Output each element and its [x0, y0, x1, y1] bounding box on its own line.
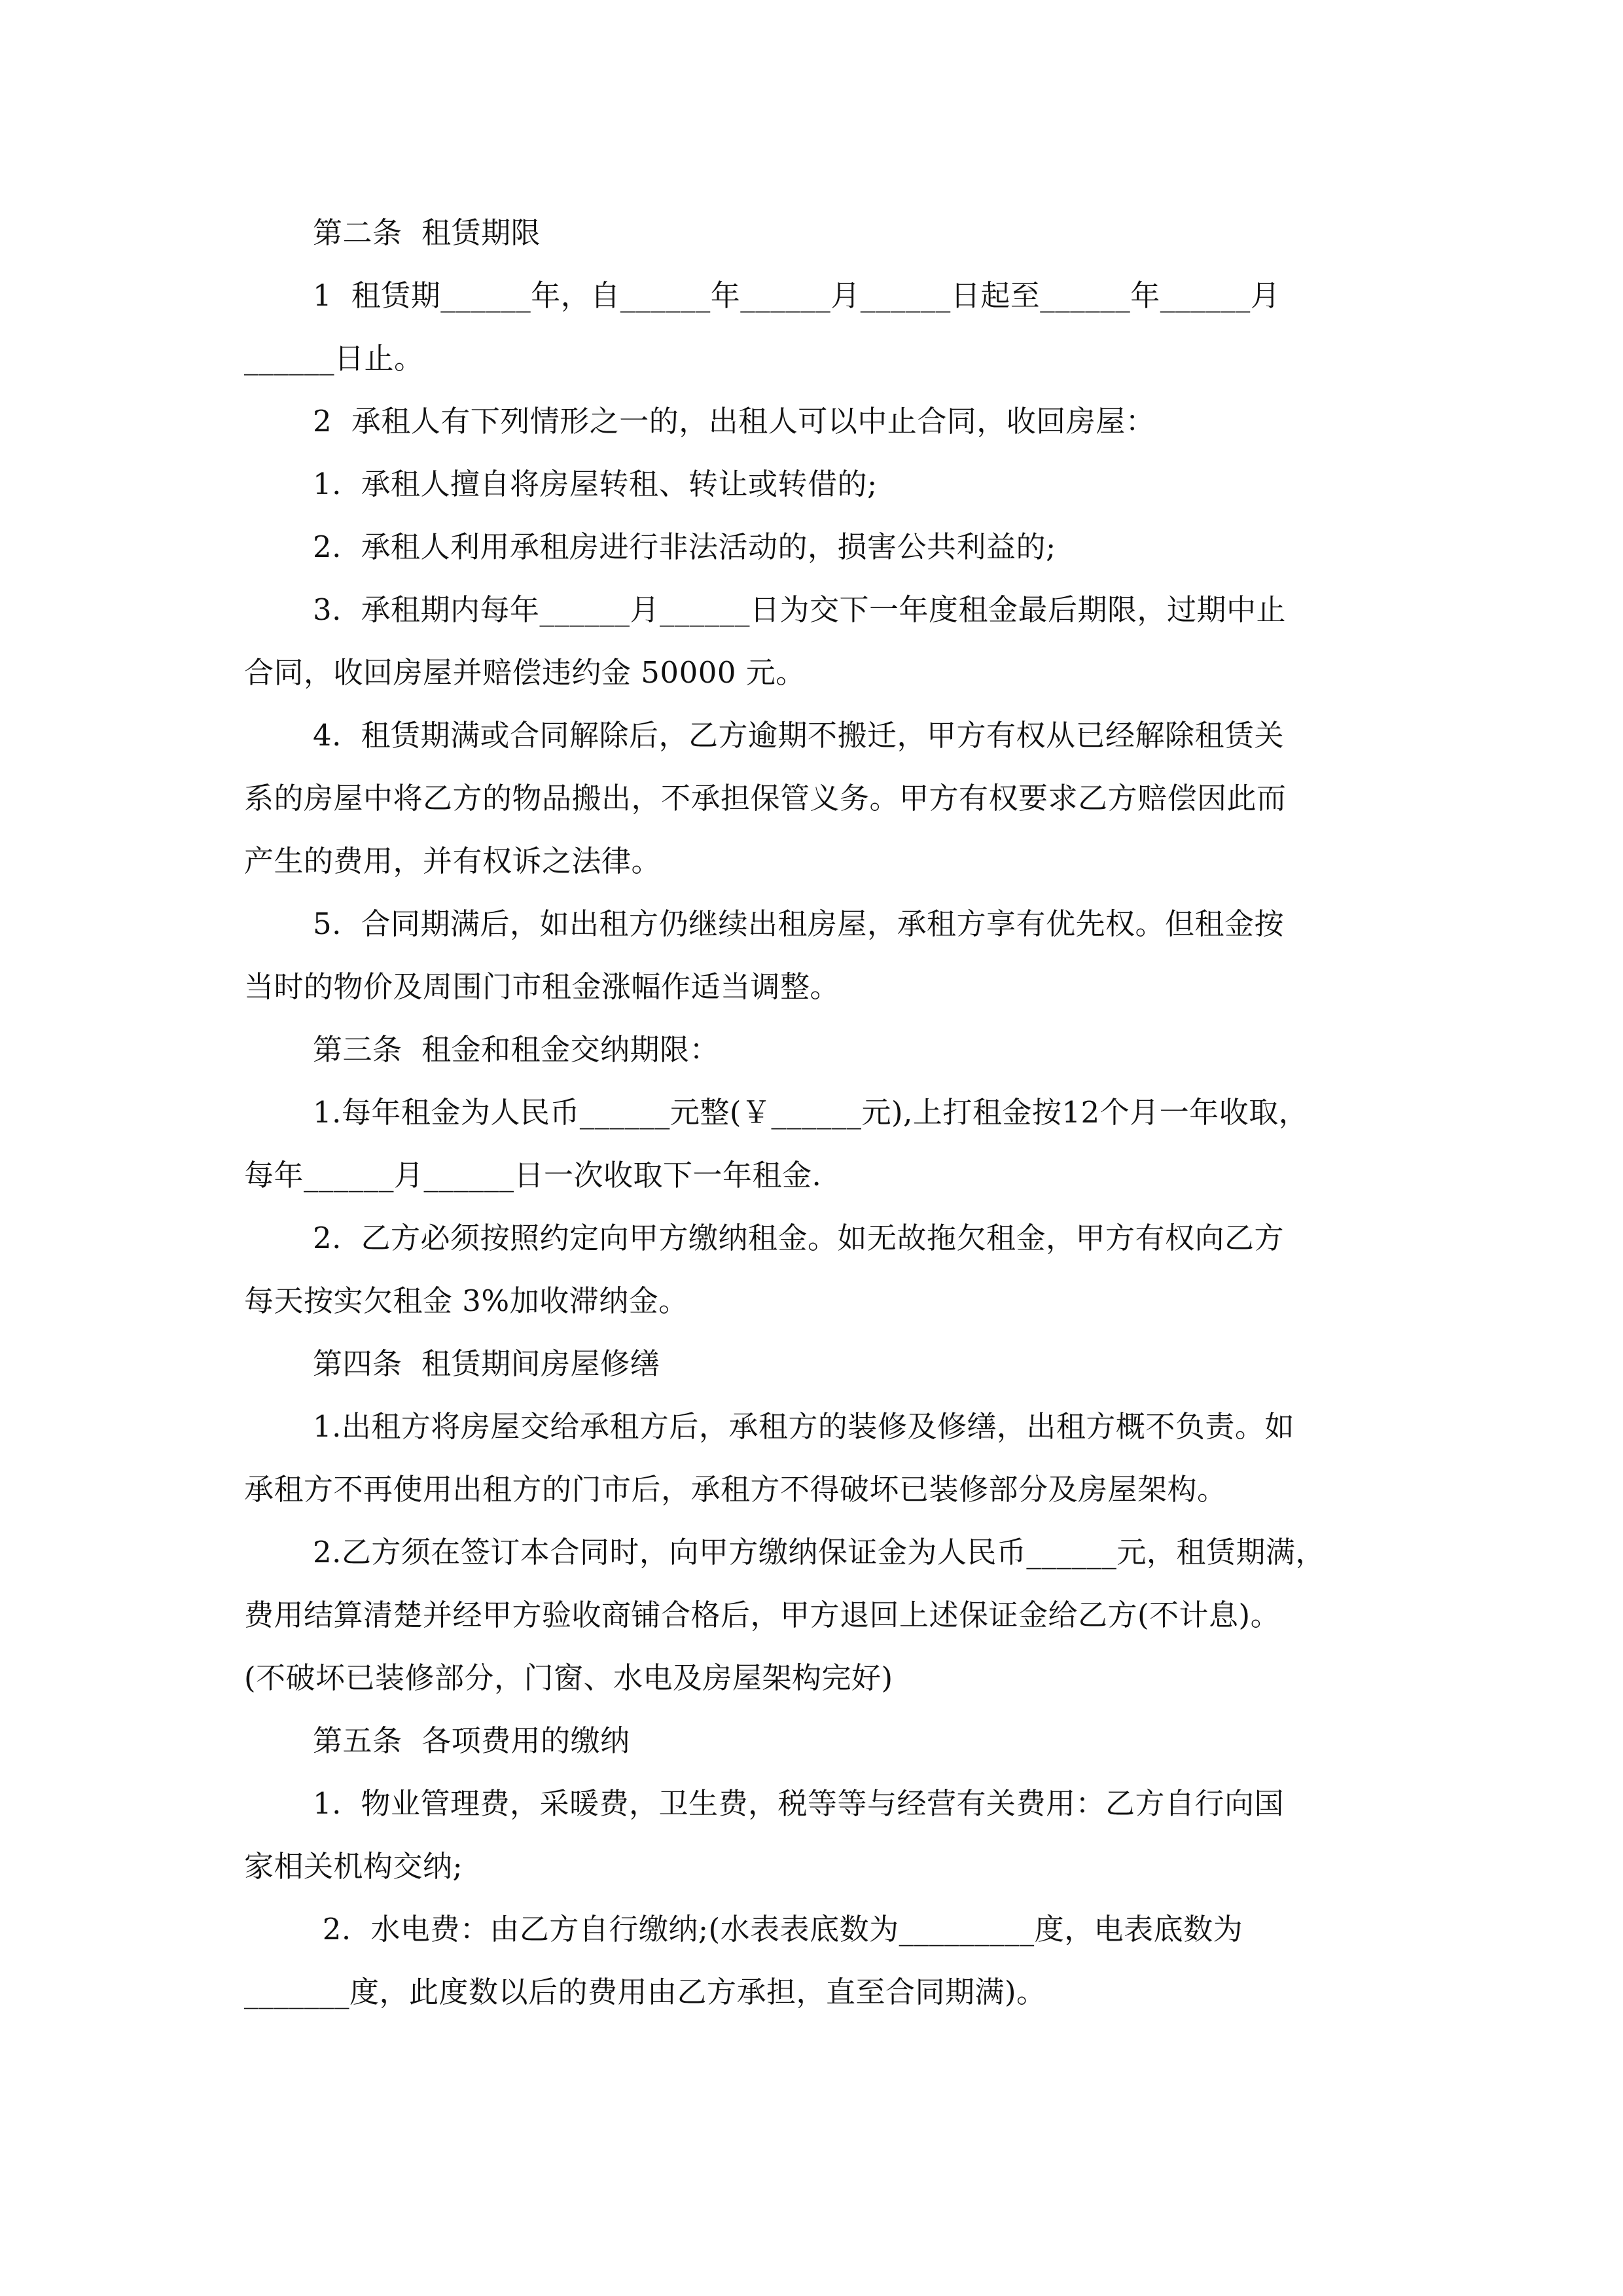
document-body: [244, 202, 1383, 2024]
paragraph-line: 每天按实欠租金 3%加收滞纳金。: [244, 1283, 688, 1318]
paragraph-line: 2. 水电费：由乙方自行缴纳;(水表表底数为_________度，电表底数为: [313, 1912, 1243, 1946]
paragraph-line: (不破坏已装修部分，门窗、水电及房屋架构完好): [244, 1660, 893, 1695]
article-2-heading: 第二条 租赁期限: [313, 215, 541, 250]
paragraph-line: 系的房屋中将乙方的物品搬出，不承担保管义务。甲方有权要求乙方赔偿因此而: [244, 781, 1287, 816]
paragraph-line: 1. 承租人擅自将房屋转租、转让或转借的;: [313, 467, 878, 501]
paragraph-line: 5. 合同期满后，如出租方仍继续出租房屋，承租方享有优先权。但租金按: [313, 906, 1285, 941]
paragraph-line: 承租方不再使用出租方的门市后，承租方不得破坏已装修部分及房屋架构。: [244, 1472, 1227, 1507]
article-3-heading: 第三条 租金和租金交纳期限：: [313, 1032, 720, 1067]
article-4-heading: 第四条 租赁期间房屋修缮: [313, 1346, 660, 1381]
paragraph-line: 2. 乙方必须按照约定向甲方缴纳租金。如无故拖欠租金，甲方有权向乙方: [313, 1221, 1285, 1255]
paragraph-line: 合同，收回房屋并赔偿违约金 50000 元。: [244, 655, 806, 690]
paragraph-line: 2.乙方须在签订本合同时，向甲方缴纳保证金为人民币______元，租赁期满，: [313, 1535, 1325, 1570]
article-5-heading: 第五条 各项费用的缴纳: [313, 1723, 630, 1758]
paragraph-line: 2. 承租人利用承租房进行非法活动的，损害公共利益的;: [313, 529, 1056, 564]
paragraph-line: 4. 租赁期满或合同解除后，乙方逾期不搬迁，甲方有权从已经解除租赁关: [313, 718, 1285, 753]
paragraph-line: 1 租赁期______年，自______年______月______日起至______年______月: [313, 278, 1281, 313]
paragraph-line: 当时的物价及周围门市租金涨幅作适当调整。: [244, 969, 840, 1004]
paragraph-line: 每年______月______日一次收取下一年租金.: [244, 1158, 822, 1193]
paragraph-line: 1.每年租金为人民币______元整(￥______元),上打租金按12个月一年收取，: [313, 1095, 1309, 1130]
paragraph-line: 3. 承租期内每年______月______日为交下一年度租金最后期限，过期中止: [313, 592, 1287, 627]
paragraph-line: 产生的费用，并有权诉之法律。: [244, 844, 662, 878]
paragraph-line: ______日止。: [244, 341, 424, 376]
paragraph-line: 2 承租人有下列情形之一的，出租人可以中止合同，收回房屋：: [313, 404, 1156, 439]
paragraph-line: 家相关机构交纳;: [244, 1849, 463, 1884]
paragraph-line: 费用结算清楚并经甲方验收商铺合格后，甲方退回上述保证金给乙方(不计息)。: [244, 1598, 1281, 1632]
paragraph-line: _______度，此度数以后的费用由乙方承担，直至合同期满)。: [244, 1975, 1046, 2009]
paragraph-line: 1.出租方将房屋交给承租方后，承租方的装修及修缮，出租方概不负责。如: [313, 1409, 1294, 1444]
paragraph-line: 1. 物业管理费，采暖费，卫生费，税等等与经营有关费用：乙方自行向国: [313, 1786, 1285, 1821]
